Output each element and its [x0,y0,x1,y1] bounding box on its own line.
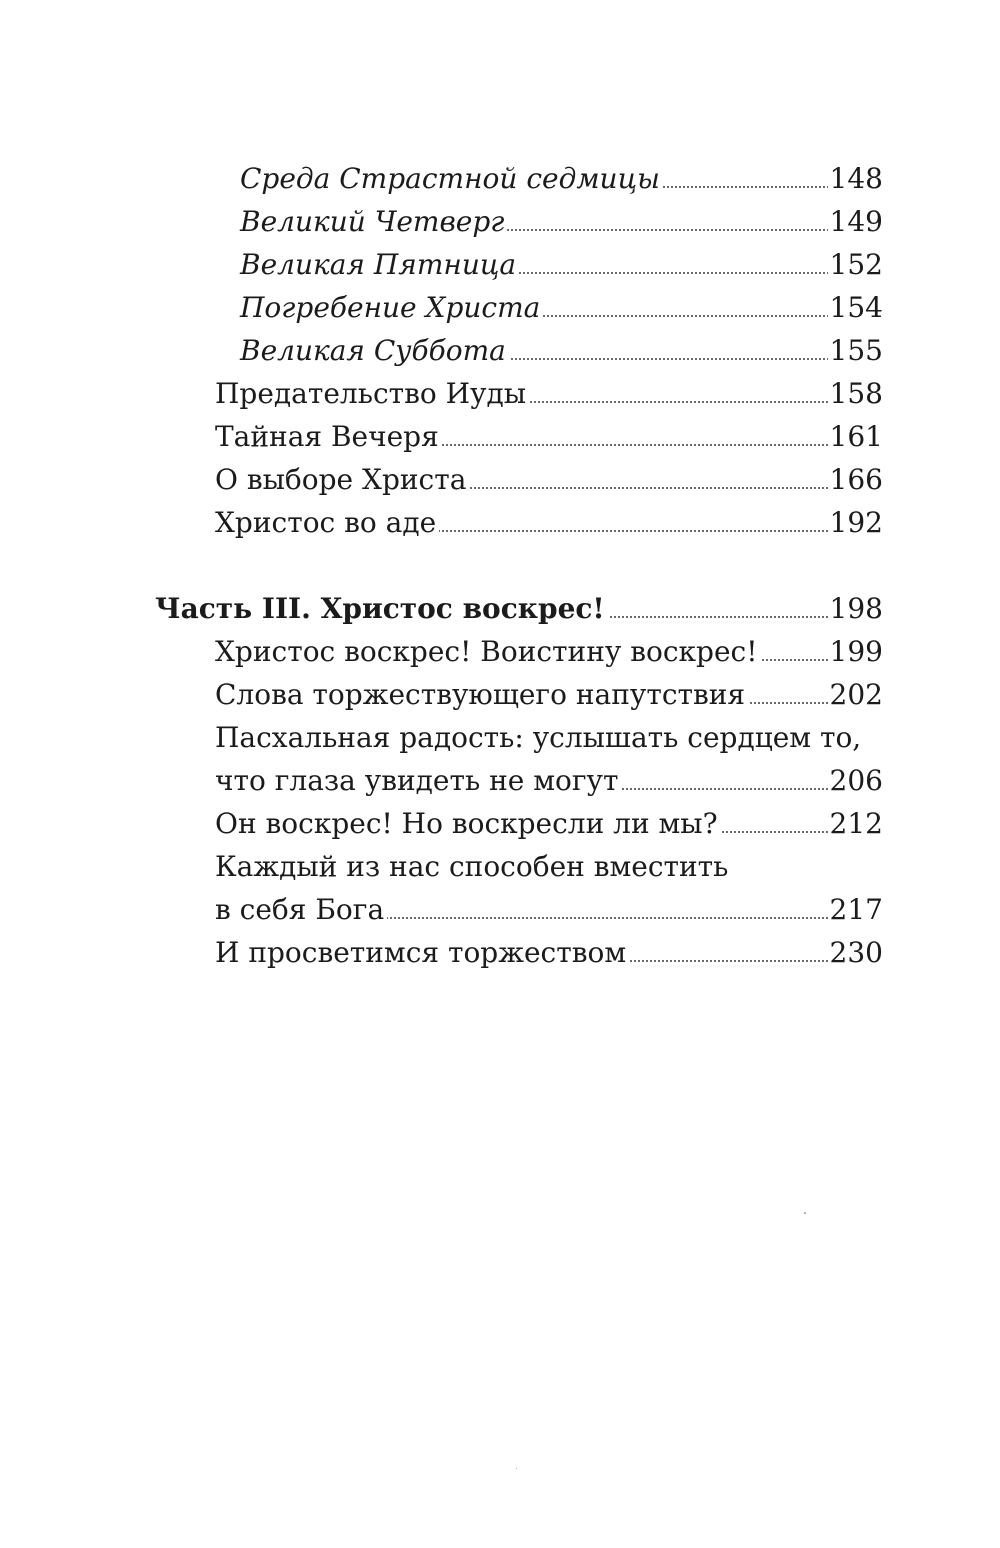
toc-entry [0,200,1000,243]
toc-entry-first-line [0,716,1000,759]
toc-entry-title: Пасхальная радость: услышать сердцем то, [215,716,861,759]
toc-entry-title: Предательство Иуды [215,372,529,415]
toc-entry [0,372,1000,415]
toc-entry-page: 148 [828,157,883,200]
toc-entry-page: 206 [828,759,883,802]
toc-entry-page: 161 [828,415,883,458]
toc-entry-first-line [0,845,1000,888]
toc-entry-title: И просветимся торжеством [215,931,629,974]
toc-entry-page: 149 [828,200,883,243]
toc-entry-page: 212 [828,802,883,845]
toc-entry-title: Он воскрес! Но воскресли ли мы? [215,802,721,845]
toc-entry [0,673,1000,716]
toc-entry-title: Среда Страстной седмицы [240,157,663,200]
toc-entry [0,415,1000,458]
toc-entry-title: Погребение Христа [240,286,543,329]
toc-entry-page: 202 [828,673,883,716]
toc-entry-title: О выборе Христа [215,458,469,501]
toc-entry-title: Слова торжествующего напутствия [215,673,748,716]
toc-entry-page: 152 [828,243,883,286]
toc-part-heading [0,587,1000,630]
toc-entry-page: 154 [828,286,883,329]
toc-entry [0,759,1000,802]
toc-entry [0,243,1000,286]
toc-entry-title: Каждый из нас способен вместить [215,845,728,888]
toc-entry [0,931,1000,974]
toc-entry-page: 230 [828,931,883,974]
toc-entry [0,888,1000,931]
toc-entry-page: 166 [828,458,883,501]
toc-entry-page: 155 [828,329,883,372]
toc-entry [0,286,1000,329]
toc-entry-title: что глаза увидеть не могут [215,759,622,802]
toc-entry-title: Великая Суббота [240,329,509,372]
toc-entry [0,802,1000,845]
toc-entry-page: 199 [828,630,883,673]
toc-entry [0,157,1000,200]
toc-entry [0,630,1000,673]
toc-entry-page: 217 [828,888,883,931]
paper-speck [804,1212,806,1214]
toc-entry-page: 192 [828,501,883,544]
toc-entry-title: Великий Четверг [240,200,507,243]
toc-entry [0,458,1000,501]
toc-entry-title: Великая Пятница [240,243,519,286]
paper-speck [516,1468,517,1469]
toc-entry-page: 158 [828,372,883,415]
toc-entry [0,329,1000,372]
toc-entry-title: Христос во аде [215,501,439,544]
toc-entry-title: Тайная Вечеря [215,415,442,458]
toc-entry-title: в себя Бога [215,888,387,931]
toc-entry-page: 198 [828,587,883,630]
toc-entry [0,501,1000,544]
toc-entry-title: Христос воскрес! Воистину воскрес! [215,630,760,673]
toc-entry-title: Часть III. Христос воскрес! [155,587,608,630]
